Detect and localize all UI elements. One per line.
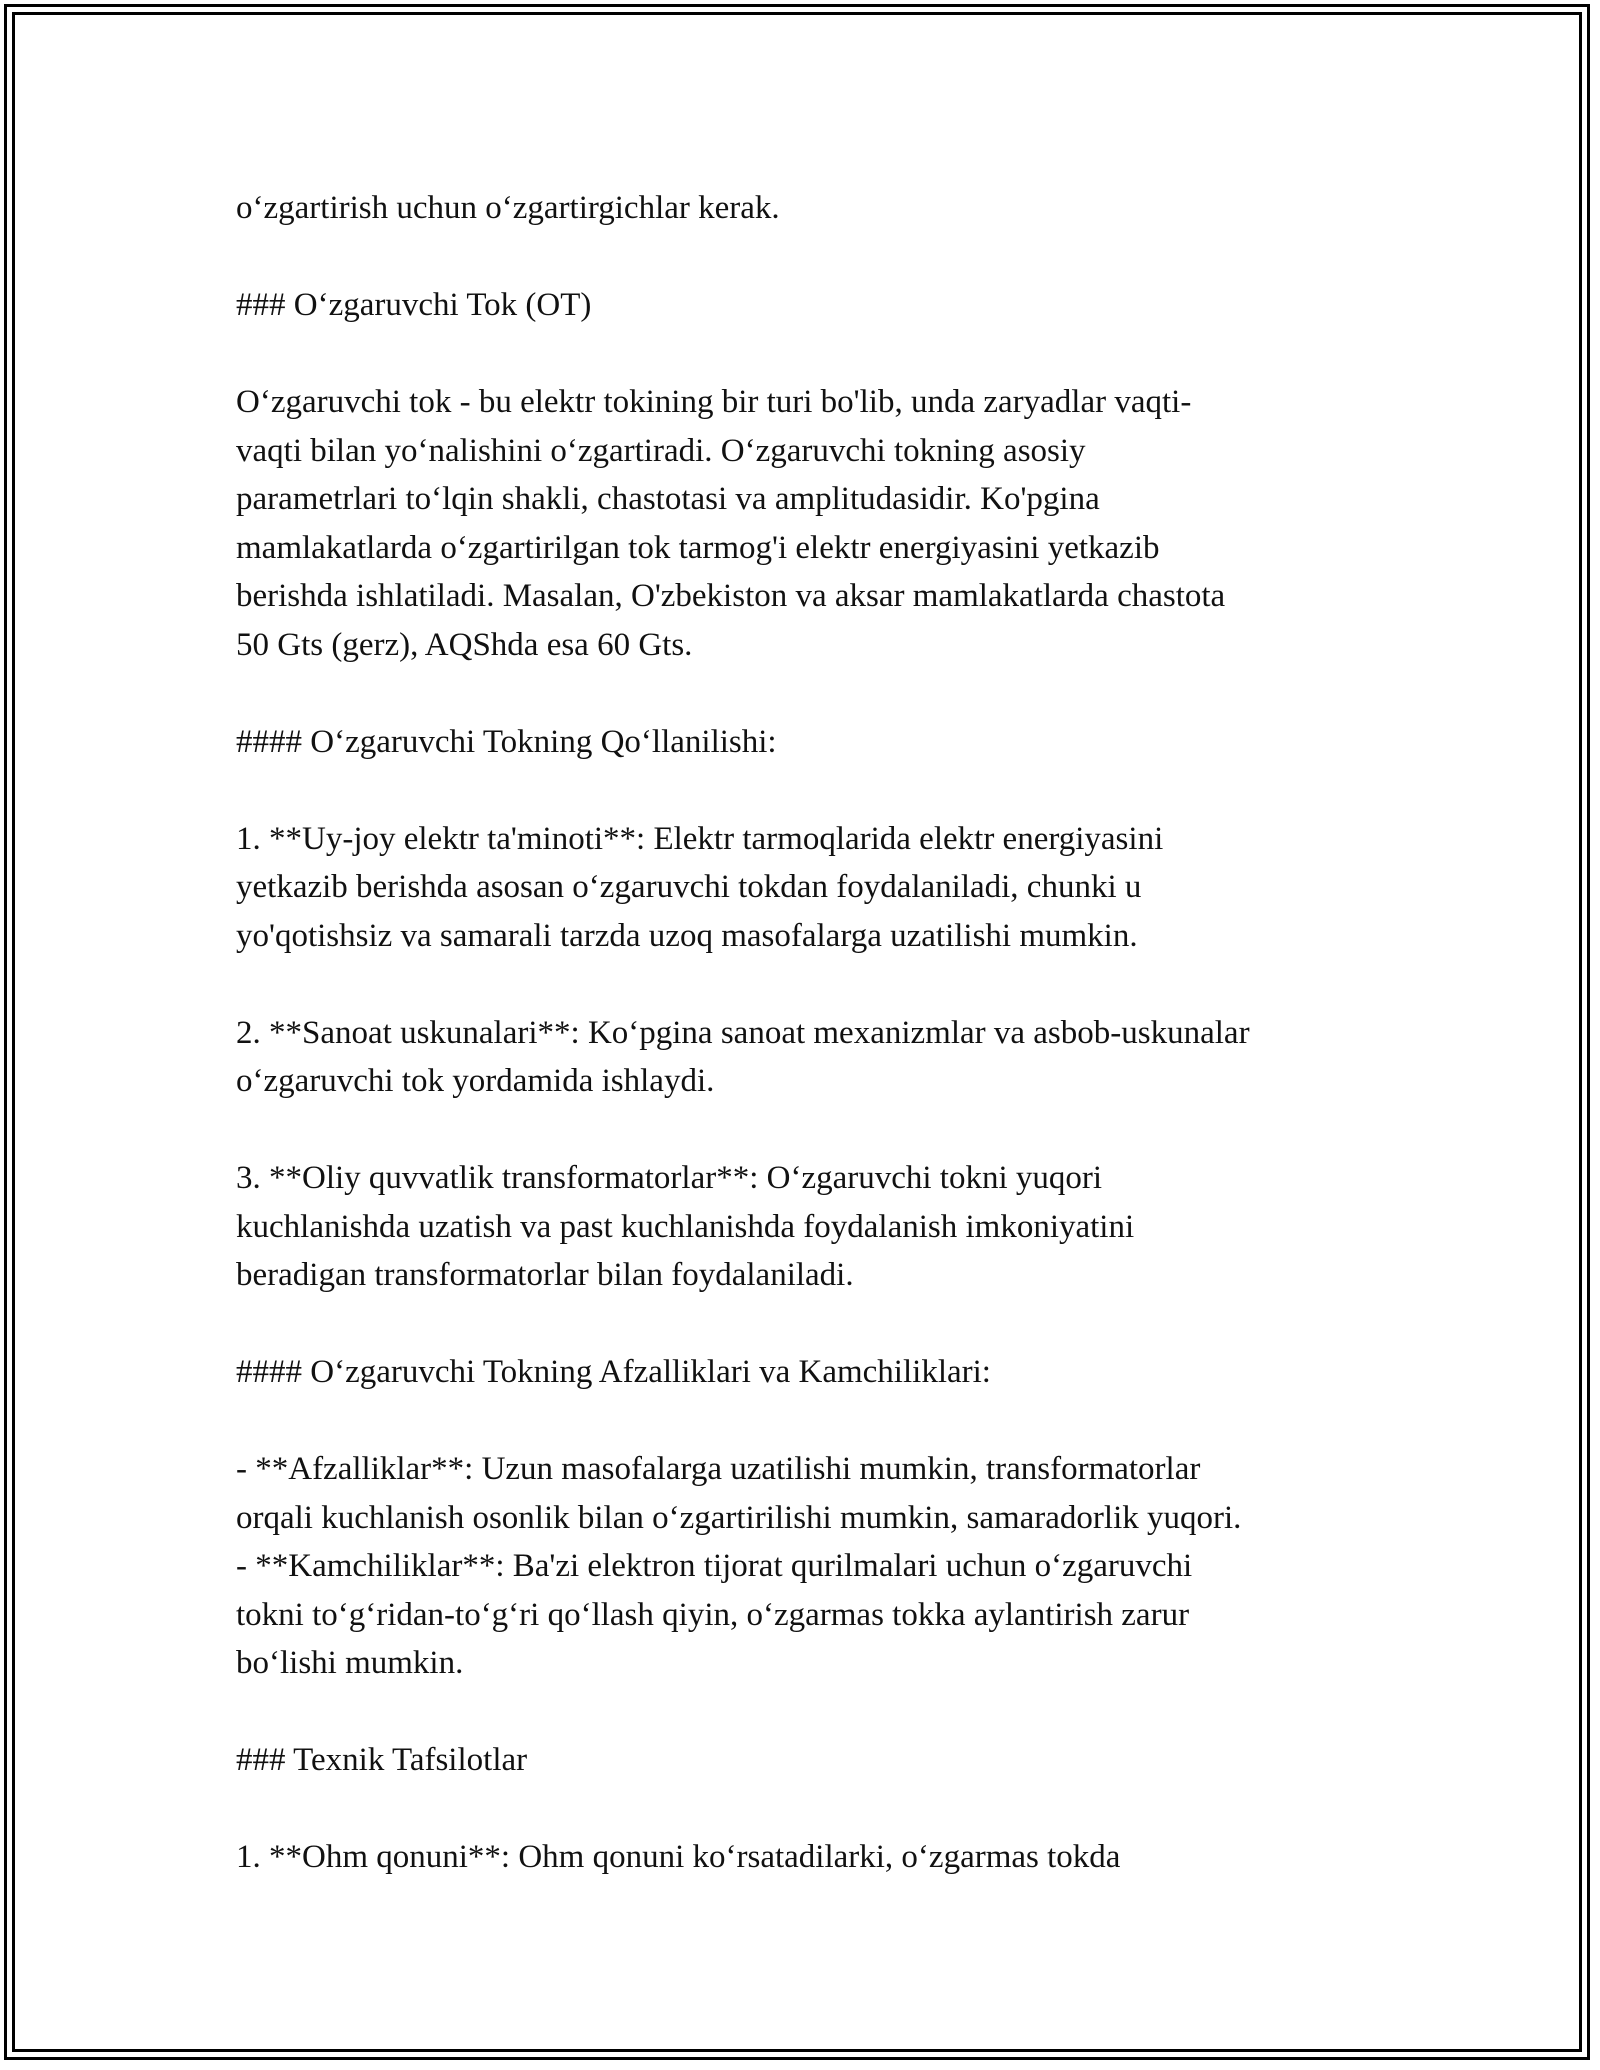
text-line: - **Kamchiliklar**: Ba'zi elektron tijorat qurilmalari uchun o‘zgaruvchi [236, 1548, 1193, 1584]
text-line: bo‘lishi mumkin. [236, 1645, 464, 1681]
text-line: berishda ishlatiladi. Masalan, O'zbekiston va aksar mamlakatlarda chastota [236, 578, 1226, 614]
text-line: o‘zgaruvchi tok yordamida ishlaydi. [236, 1063, 715, 1099]
text-line: mamlakatlarda o‘zgartirilgan tok tarmog'i elektr energiyasini yetkazib [236, 529, 1160, 566]
text-line: yo'qotishsiz va samarali tarzda uzoq masofalarga uzatilishi mumkin. [236, 917, 1138, 954]
text-block-heading-pros-cons [236, 1348, 1376, 1397]
text-block-pros-cons [236, 1445, 1376, 1688]
text-block-item-1 [236, 815, 1376, 961]
text-line: parametrlari to‘lqin shakli, chastotasi va amplitudasidir. Ko'pgina [236, 481, 1100, 517]
text-line: #### O‘zgaruvchi Tokning Qo‘llanilishi: [236, 723, 777, 760]
text-line: kuchlanishda uzatish va past kuchlanishda foydalanish imkoniyatini [236, 1208, 1135, 1245]
text-line: tokni to‘g‘ridan-to‘g‘ri qo‘llash qiyin, o‘zgarmas tokka aylantirish zarur [236, 1596, 1190, 1633]
text-line: 1. **Uy-joy elektr ta'minoti**: Elektr tarmoqlarida elektr energiyasini [236, 820, 1164, 857]
text-line: 3. **Oliy quvvatlik transformatorlar**: O‘zgaruvchi tokni yuqori [236, 1160, 1103, 1196]
text-line: O‘zgaruvchi tok - bu elektr tokining bir turi bo'lib, unda zaryadlar vaqti- [236, 384, 1192, 420]
text-line: #### O‘zgaruvchi Tokning Afzalliklari va Kamchiliklari: [236, 1354, 991, 1390]
text-block-item-2 [236, 1009, 1376, 1106]
text-line: vaqti bilan yo‘nalishini o‘zgartiradi. O‘zgaruvchi tokning asosiy [236, 432, 1086, 469]
text-line: 2. **Sanoat uskunalari**: Ko‘pgina sanoat mexanizmlar va asbob-uskunalar [236, 1014, 1250, 1051]
text-block-heading-tech [236, 1736, 1376, 1785]
text-block-intro-tail [236, 184, 1376, 233]
text-block-item-ohm [236, 1833, 1376, 1882]
text-line: 1. **Ohm qonuni**: Ohm qonuni ko‘rsatadilarki, o‘zgarmas tokda [236, 1839, 1121, 1875]
text-line: ### O‘zgaruvchi Tok (OT) [236, 287, 592, 323]
text-block-item-3 [236, 1154, 1376, 1300]
text-block-heading-usage [236, 718, 1376, 767]
document-body [236, 184, 1376, 1882]
text-line: o‘zgartirish uchun o‘zgartirgichlar kerak. [236, 190, 780, 226]
text-line: beradigan transformatorlar bilan foydalaniladi. [236, 1257, 854, 1293]
text-line: 50 Gts (gerz), AQShda esa 60 Gts. [236, 626, 693, 663]
text-line: yetkazib berishda asosan o‘zgaruvchi tokdan foydalaniladi, chunki u [236, 869, 1142, 905]
text-block-heading-ot [236, 281, 1376, 330]
text-line: ### Texnik Tafsilotlar [236, 1742, 528, 1778]
text-line: orqali kuchlanish osonlik bilan o‘zgartirilishi mumkin, samaradorlik yuqori. [236, 1499, 1242, 1536]
text-line: - **Afzalliklar**: Uzun masofalarga uzatilishi mumkin, transformatorlar [236, 1451, 1201, 1487]
text-block-para-ot [236, 378, 1376, 669]
